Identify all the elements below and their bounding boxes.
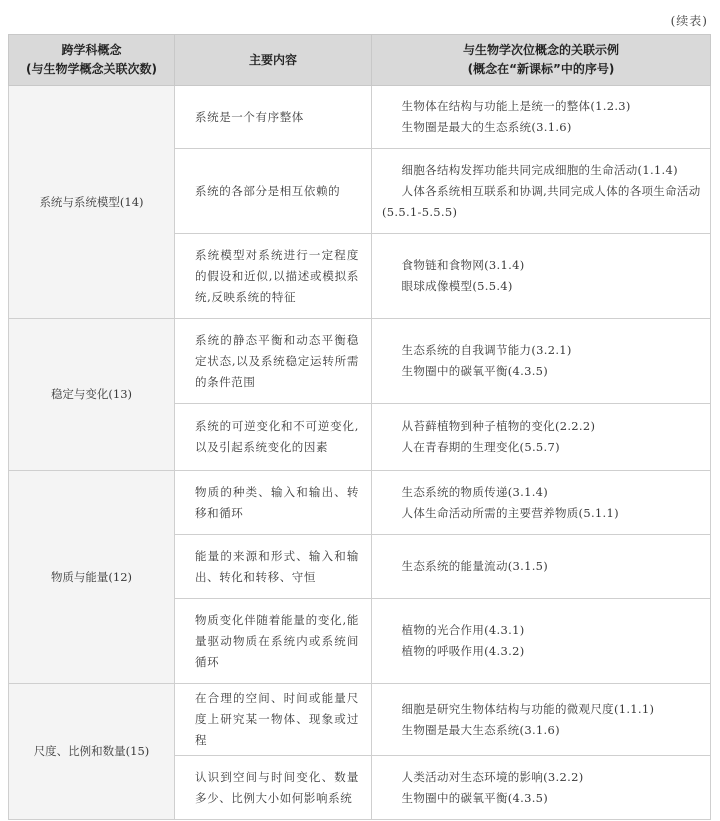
table-row [9,684,711,756]
header-col3-line1: 与生物学次位概念的关联示例 [462,43,619,57]
header-examples [372,35,711,86]
header-col3-line2: (概念在“新课标”中的序号) [467,62,615,76]
examples-cell [372,149,711,234]
content-cell: 认识到空间与时间变化、数量多少、比例大小如何影响系统 [175,756,372,820]
example-line: 生物圈中的碳氧平衡(4.3.5) [401,790,549,805]
example-line: 眼球成像模型(5.5.4) [401,279,513,293]
content-cell: 系统的可逆变化和不可逆变化,以及引起系统变化的因素 [175,404,372,471]
content-cell: 系统模型对系统进行一定程度的假设和近似,以描述或模拟系统,反映系统的特征 [175,234,372,319]
example-line: 食物链和食物网(3.1.4) [401,258,525,272]
examples-cell [372,471,711,535]
continued-label: (续表) [670,14,708,28]
examples-cell [372,404,711,471]
example-line: 生态系统的自我调节能力(3.2.1) [401,343,572,357]
example-line: 生物体在结构与功能上是统一的整体(1.2.3) [401,99,631,113]
header-col1-line2: (与生物学概念关联次数) [26,62,157,76]
examples-cell [372,319,711,404]
table-row [9,86,711,149]
example-line: 细胞是研究生物体结构与功能的微观尺度(1.1.1) [401,701,655,716]
header-crosscutting-concept [9,35,175,86]
example-line: 生物圈中的碳氧平衡(4.3.5) [401,364,549,378]
examples-cell [372,756,711,820]
concept-cell: 系统与系统模型(14) [9,86,175,319]
example-line: 人类活动对生态环境的影响(3.2.2) [401,769,584,784]
example-line: 生物圈是最大的生态系统(3.1.6) [401,120,572,134]
content-cell: 在合理的空间、时间或能量尺度上研究某一物体、现象或过程 [175,684,372,756]
example-line: 生态系统的能量流动(3.1.5) [401,559,549,573]
content-cell: 能量的来源和形式、输入和输出、转化和转移、守恒 [175,535,372,599]
example-line: 生态系统的物质传递(3.1.4) [401,484,549,499]
example-line: 生物圈是最大生态系统(3.1.6) [401,722,560,737]
examples-cell [372,234,711,319]
content-cell: 系统的各部分是相互依赖的 [175,149,372,234]
concept-table [8,34,711,820]
example-line: 从苔藓植物到种子植物的变化(2.2.2) [401,419,596,433]
table-row [9,319,711,404]
header-main-content: 主要内容 [175,35,372,86]
example-line: 植物的光合作用(4.3.1) [401,623,525,637]
table-row [9,471,711,535]
content-cell: 物质变化伴随着能量的变化,能量驱动物质在系统内或系统间循环 [175,599,372,684]
example-line: 细胞各结构发挥功能共同完成细胞的生命活动(1.1.4) [401,162,678,177]
concept-cell: 尺度、比例和数量(15) [9,684,175,820]
header-col1-line1: 跨学科概念 [61,43,122,57]
content-cell: 系统是一个有序整体 [175,86,372,149]
example-line: 人体各系统相互联系和协调,共同完成人体的各项生命活动(5.5.1-5.5.5) [382,183,701,219]
example-line: 人在青春期的生理变化(5.5.7) [401,440,560,454]
examples-cell [372,535,711,599]
examples-cell [372,599,711,684]
concept-cell: 物质与能量(12) [9,471,175,684]
example-line: 植物的呼吸作用(4.3.2) [401,644,525,658]
examples-cell [372,86,711,149]
table-header-row [9,35,711,86]
examples-cell [372,684,711,756]
content-cell: 物质的种类、输入和输出、转移和循环 [175,471,372,535]
content-cell: 系统的静态平衡和动态平衡稳定状态,以及系统稳定运转所需的条件范围 [175,319,372,404]
example-line: 人体生命活动所需的主要营养物质(5.1.1) [401,505,619,520]
concept-cell: 稳定与变化(13) [9,319,175,471]
